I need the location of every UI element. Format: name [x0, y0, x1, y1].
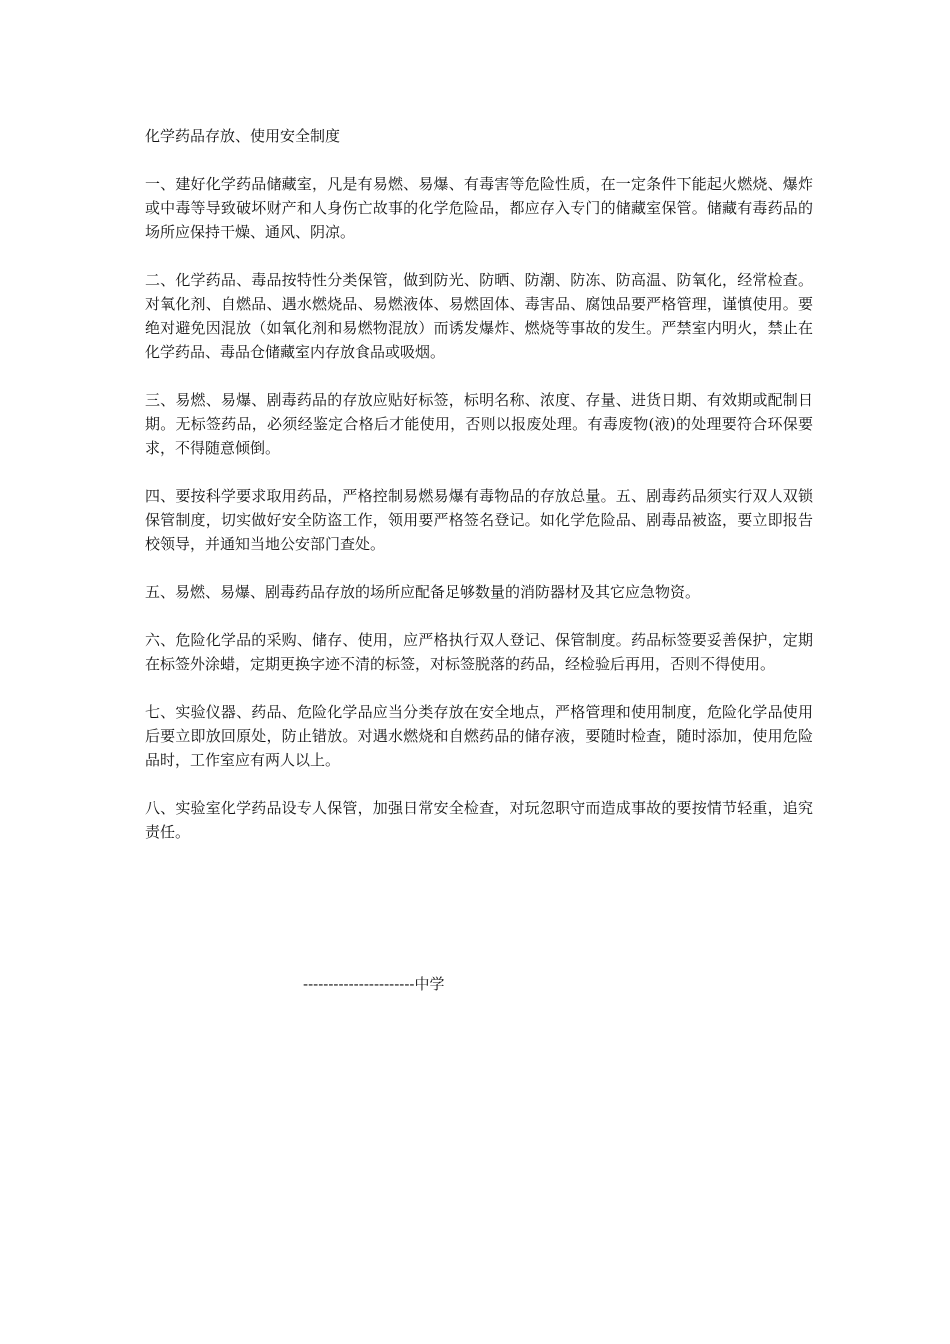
document-title: 化学药品存放、使用安全制度 — [145, 127, 341, 145]
paragraph-7: 七、实验仪器、药品、危险化学品应当分类存放在安全地点，严格管理和使用制度，危险化学品使用后要立即放回原处，防止错放。对遇水燃烧和自燃药品的储存液，要随时检查，随时添加，使用危险品时，工作室应有两人以上。 — [145, 703, 813, 769]
paragraph-8: 八、实验室化学药品设专人保管，加强日常安全检查，对玩忽职守而造成事故的要按情节轻重，追究责任。 — [145, 799, 813, 841]
paragraph-1: 一、建好化学药品储藏室，凡是有易燃、易爆、有毒害等危险性质，在一定条件下能起火燃烧、爆炸或中毒等导致破坏财产和人身伤亡故事的化学危险品，都应存入专门的储藏室保管。储藏有毒药品的场所应保持干燥、通风、阴凉。 — [145, 175, 813, 241]
document-body — [145, 124, 813, 868]
paragraph-3: 三、易燃、易爆、剧毒药品的存放应贴好标签，标明名称、浓度、存量、进货日期、有效期或配制日期。无标签药品，必须经鉴定合格后才能使用，否则以报废处理。有毒废物(液)的处理要符合环保要求，不得随意倾倒。 — [145, 391, 813, 457]
paragraph-6: 六、危险化学品的采购、储存、使用，应严格执行双人登记、保管制度。药品标签要妥善保护，定期在标签外涂蜡，定期更换字迹不清的标签，对标签脱落的药品，经检验后再用，否则不得使用。 — [145, 631, 813, 673]
school-signature: ----------------------中学 — [303, 975, 445, 993]
paragraph-4: 四、要按科学要求取用药品，严格控制易燃易爆有毒物品的存放总量。五、剧毒药品须实行双人双锁保管制度，切实做好安全防盗工作，领用要严格签名登记。如化学危险品、剧毒品被盗，要立即报告校领导，并通知当地公安部门查处。 — [145, 487, 813, 553]
paragraph-5: 五、易燃、易爆、剧毒药品存放的场所应配备足够数量的消防器材及其它应急物资。 — [145, 583, 701, 601]
paragraph-2: 二、化学药品、毒品按特性分类保管，做到防光、防晒、防潮、防冻、防高温、防氧化，经常检查。对氧化剂、自燃品、遇水燃烧品、易燃液体、易燃固体、毒害品、腐蚀品要严格管理，谨慎使用。要绝对避免因混放（如氧化剂和易燃物混放）而诱发爆炸、燃烧等事故的发生。严禁室内明火，禁止在化学药品、毒品仓储藏室内存放食品或吸烟。 — [145, 271, 813, 361]
